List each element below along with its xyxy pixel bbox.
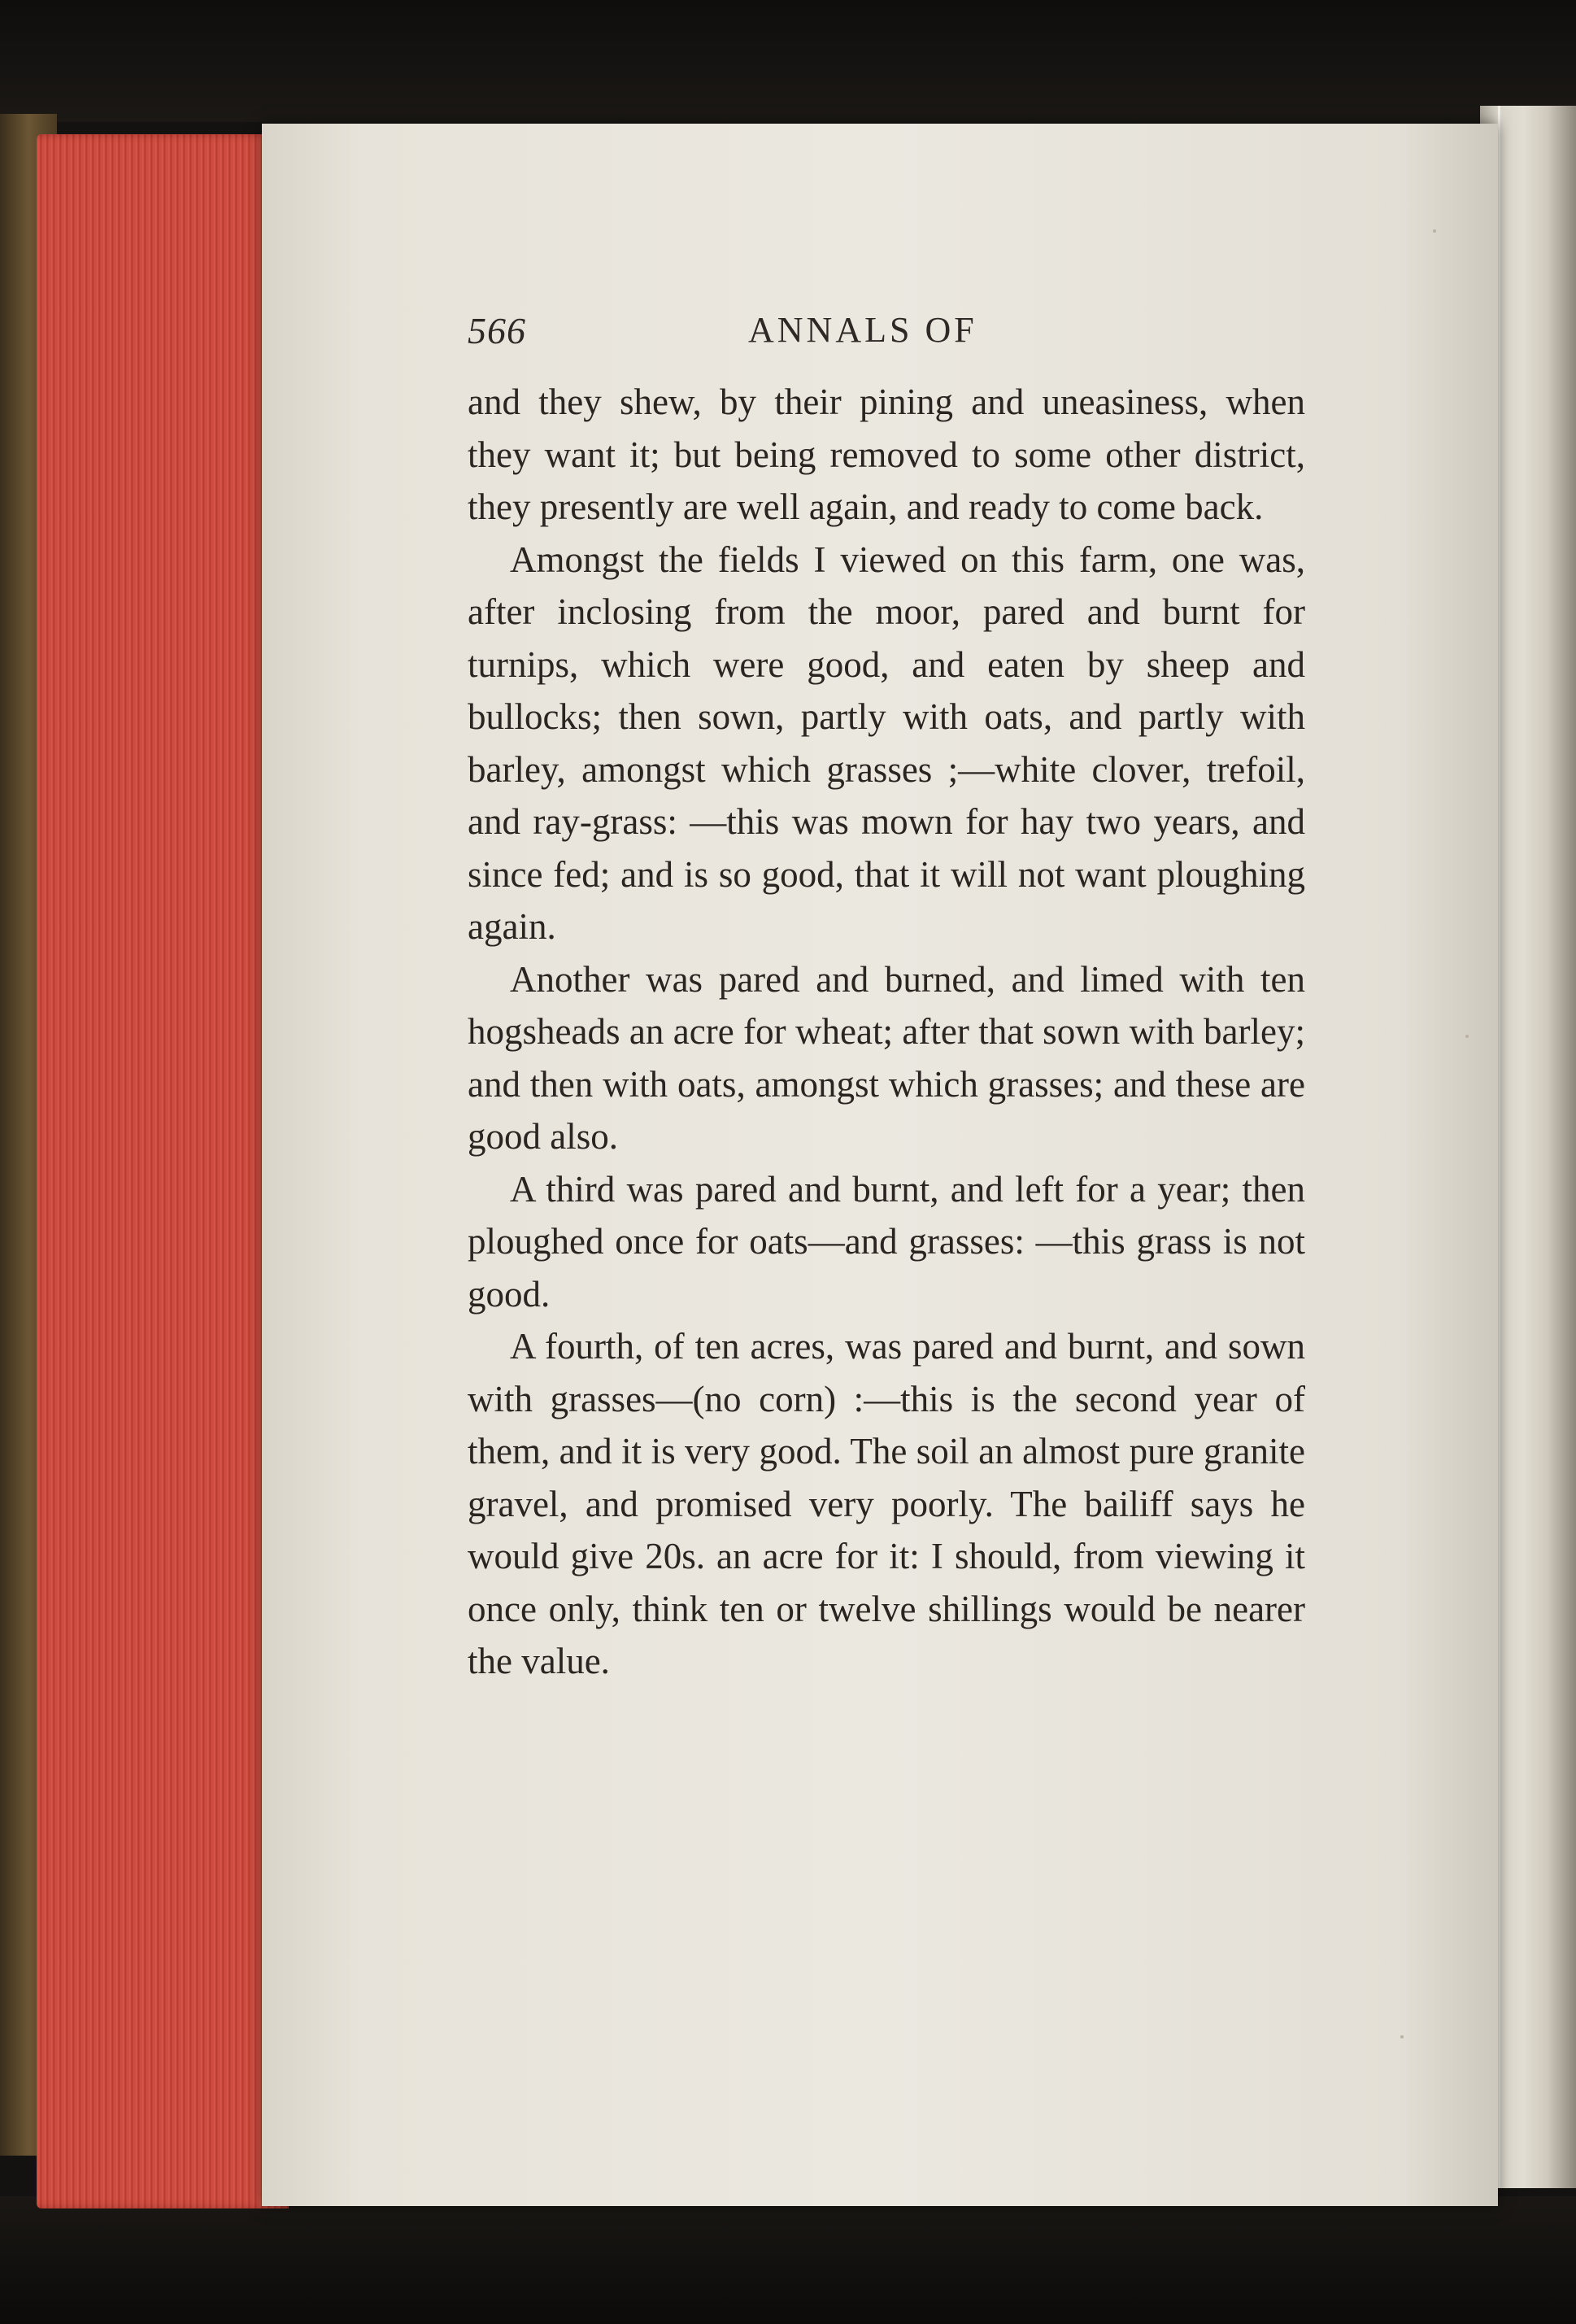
- red-page-edges: [37, 134, 289, 2208]
- dark-background-top: [0, 0, 1576, 122]
- page-header: [468, 309, 1305, 366]
- paper-speck: [1465, 1035, 1469, 1038]
- page-text: [468, 376, 1305, 1688]
- paragraph-3: Another was pared and burned, and limed with ten hogsheads an acre for wheat; after that sown with barley; and then with oats, amongst which grasses; and these are good also.: [468, 958, 1305, 1157]
- paragraph-4: A third was pared and burnt, and left for a year; then ploughed once for oats—and grasses: —this grass is not good.: [468, 1168, 1305, 1315]
- paper-speck: [1400, 2035, 1404, 2038]
- paragraph-2: Amongst the fields I viewed on this farm, one was, after inclosing from the moor, pared and burnt for turnips, which were good, and eaten by sheep and bullocks; then sown, partly with oats, and partly with barley, amongst which grasses ;—white clover, trefoil, and ray-grass: —this was mown for hay two years, and since fed; and is so good, that it will not want ploughing again.: [468, 538, 1305, 947]
- paragraph-5: A fourth, of ten acres, was pared and burnt, and sown with grasses—(no corn) :—this is the second year of them, and it is very good. The soil an almost pure granite gravel, and promised very poorly. The bailiff says he would give 20s. an acre for it: I should, from viewing it once only, think ten or twelve shillings would be nearer the value.: [468, 1326, 1305, 1681]
- running-title: ANNALS OF: [748, 310, 977, 350]
- paper-speck: [1433, 229, 1436, 233]
- dark-background-bottom: [0, 2196, 1576, 2324]
- paragraph-1: and they shew, by their pining and uneasiness, when they want it; but being removed to some other district, they presently are well again, and ready to come back.: [468, 382, 1305, 527]
- page-number: 566: [468, 310, 526, 351]
